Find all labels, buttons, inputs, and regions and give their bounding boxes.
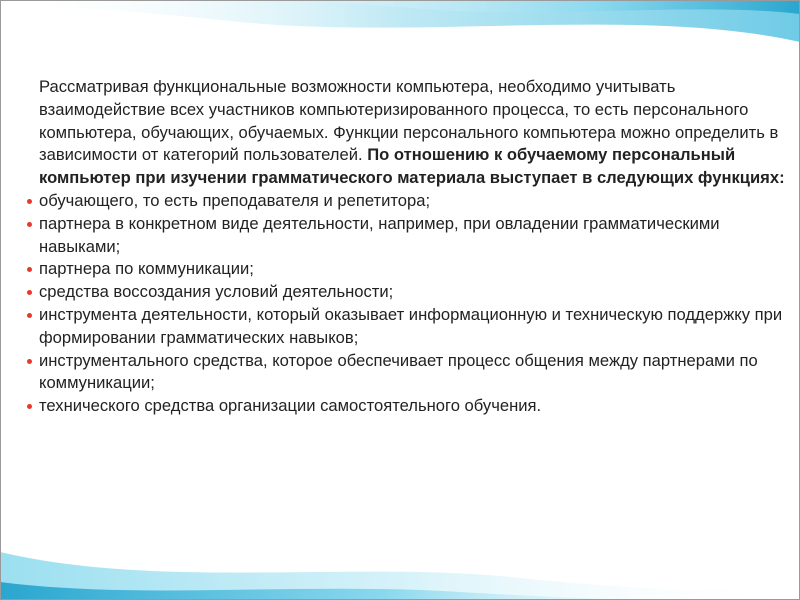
list-item-text: технического средства организации самостоятельного обучения. xyxy=(39,396,542,416)
list-item-text: партнера в конкретном виде деятельности, например, при овладении грамматическими навыками; xyxy=(39,213,720,256)
list-item-text: обучающего, то есть преподавателя и репетитора; xyxy=(39,190,431,210)
list-item-text: средства воссоздания условий деятельности; xyxy=(39,282,394,302)
intro-text: Рассматривая функциональные возможности компьютера, необходимо учитывать взаимодействие всех участников компьютеризированного процесса, то есть персонального компьютера, обучающих, обучаемых. Функции персонального компьютера можно определить в зависимости от категорий пользователей. xyxy=(39,77,779,165)
list-item-text: партнера по коммуникации; xyxy=(39,259,254,279)
list-item-text: инструмента деятельности, который оказывает информационную и техническую поддержку при формировании грамматических навыков; xyxy=(39,304,783,347)
intro-bold-text: По отношению к обучаемому персональный компьютер при изучении грамматического материала выступает в следующих функциях: xyxy=(39,145,785,188)
list-item-text: инструментального средства, которое обеспечивает процесс общения между партнерами по коммуникации; xyxy=(39,350,758,393)
